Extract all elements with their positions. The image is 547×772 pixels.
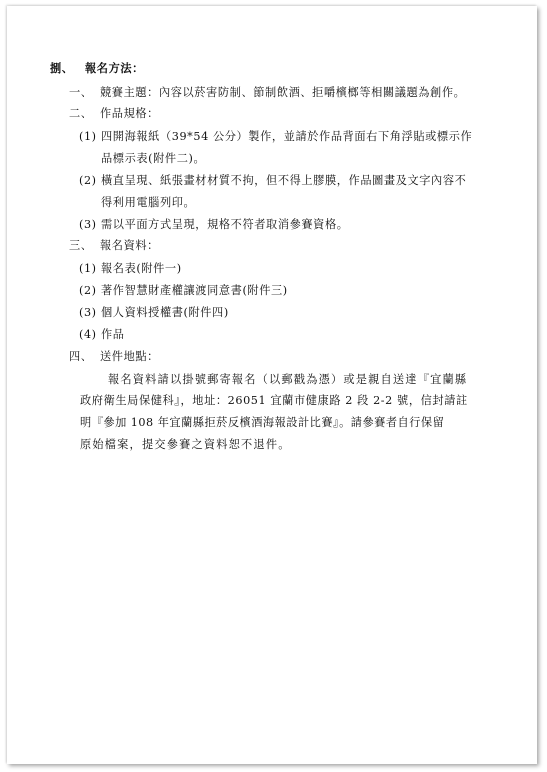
delivery-paragraph-line xyxy=(80,416,444,430)
item-spec xyxy=(69,107,159,121)
item-number: (4) xyxy=(79,328,97,341)
item-text: 著作智慧財產權讓渡同意書(附件三) xyxy=(101,284,288,297)
delivery-paragraph-line xyxy=(80,438,291,452)
section-title: 報名方法： xyxy=(85,61,144,75)
delivery-paragraph-line xyxy=(80,394,468,408)
paragraph-text: 政府衛生局保健科』，地址：26051 宜蘭市健康路 2 段 2-2 號，信封請註 xyxy=(80,394,468,407)
item-text: 個人資料授權書(附件四) xyxy=(101,306,229,319)
material-item-3 xyxy=(79,306,229,320)
delivery-paragraph-line xyxy=(108,373,467,387)
spec-item-2-cont xyxy=(101,196,195,210)
item-number: 二、 xyxy=(69,107,93,120)
item-text: 得利用電腦列印。 xyxy=(101,196,196,209)
item-number: 一、 xyxy=(69,86,93,99)
item-number: (1) xyxy=(79,262,97,275)
section-number: 捌、 xyxy=(50,61,74,75)
item-delivery xyxy=(69,350,159,364)
item-number: 三、 xyxy=(69,239,93,252)
spec-item-3 xyxy=(79,218,349,232)
item-text: 品標示表(附件二)。 xyxy=(101,152,206,165)
section-heading xyxy=(50,61,144,75)
material-item-4 xyxy=(79,328,125,342)
item-text: 四開海報紙（39*54 公分）製作，並請於作品背面右下角浮貼或標示作 xyxy=(101,130,473,143)
spec-item-1 xyxy=(79,130,472,144)
item-number: 四、 xyxy=(69,350,93,363)
item-text: 報名表(附件一) xyxy=(101,262,182,275)
item-number: (3) xyxy=(79,306,97,319)
item-number: (1) xyxy=(79,130,97,143)
item-text: 需以平面方式呈現，規格不符者取消參賽資格。 xyxy=(101,218,349,231)
item-text: 橫直呈現、紙張畫材材質不拘，但不得上膠膜，作品圖畫及文字內容不 xyxy=(101,174,467,187)
paragraph-text: 原始檔案，提交參賽之資料恕不退件。 xyxy=(80,438,291,451)
spec-item-2 xyxy=(79,174,466,188)
item-number: (3) xyxy=(79,218,97,231)
document-page xyxy=(7,6,537,764)
spec-item-1-cont xyxy=(101,152,205,166)
item-text: 作品 xyxy=(101,328,125,341)
paragraph-text: 報名資料請以掛號郵寄報名（以郵戳為憑）或是親自送達『宜蘭縣 xyxy=(108,373,468,386)
item-theme xyxy=(69,86,465,100)
item-text: 送件地點： xyxy=(100,350,159,363)
material-item-1 xyxy=(79,262,182,276)
item-text: 報名資料： xyxy=(100,239,159,252)
material-item-2 xyxy=(79,284,288,298)
item-text: 作品規格： xyxy=(100,107,159,120)
item-materials xyxy=(69,239,159,253)
item-number: (2) xyxy=(79,284,97,297)
item-number: (2) xyxy=(79,174,97,187)
paragraph-text: 明『參加 108 年宜蘭縣拒菸反檳酒海報設計比賽』。請參賽者自行保留 xyxy=(80,416,445,429)
item-text: 競賽主題：內容以菸害防制、節制飲酒、拒嚼檳榔等相關議題為創作。 xyxy=(100,86,466,99)
